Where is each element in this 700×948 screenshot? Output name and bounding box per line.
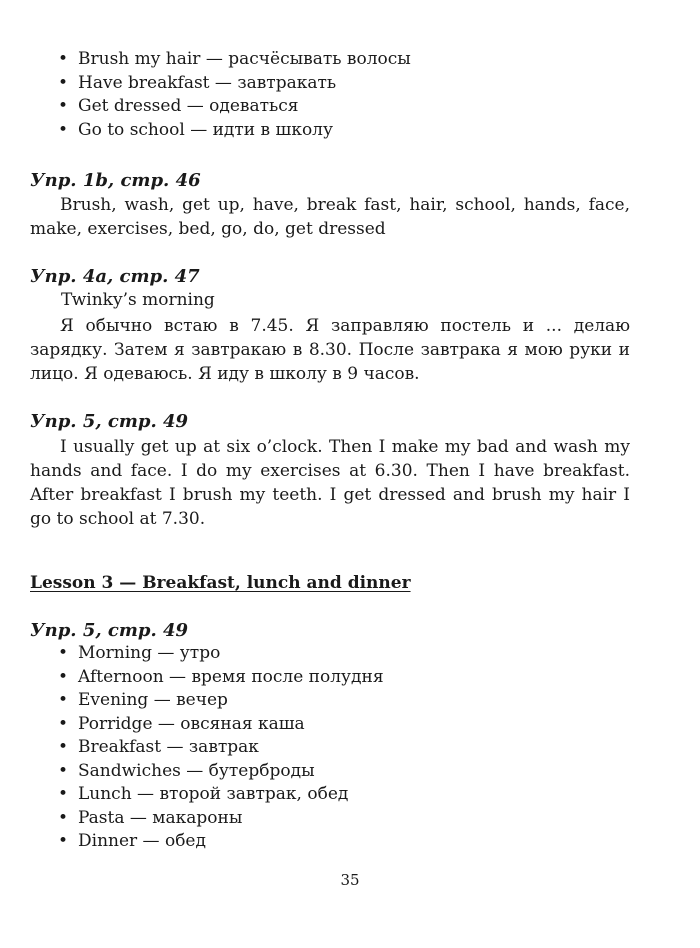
exercise-subtitle-4a: Twinky’s morning xyxy=(61,290,215,310)
exercise-heading-5-lesson3: Упр. 5, стр. 49 xyxy=(30,620,189,641)
list-item: • Afternoon — время после полудня xyxy=(56,666,384,690)
vocabulary-list-lesson3 xyxy=(56,642,384,854)
list-item: • Get dressed — одеваться xyxy=(56,95,411,119)
list-item: • Sandwiches — бутерброды xyxy=(56,760,384,784)
lesson-title: Lesson 3 — Breakfast, lunch and dinner xyxy=(30,573,411,593)
list-item: • Breakfast — завтрак xyxy=(56,736,384,760)
exercise-text-5: I usually get up at six o’clock. Then I make my bad and wash my hands and face. I do my exercises at 6.30. Then I have breakfast. After breakfast I brush my teeth. I get dressed and brush my hair I go to school at 7.30. xyxy=(30,437,630,529)
page-number: 35 xyxy=(340,871,360,889)
exercise-heading-1b: Упр. 1b, стр. 46 xyxy=(30,170,201,191)
list-item: • Go to school — идти в школу xyxy=(56,119,411,143)
list-item: • Have breakfast — завтракать xyxy=(56,72,411,96)
list-item: • Evening — вечер xyxy=(56,689,384,713)
exercise-heading-5: Упр. 5, стр. 49 xyxy=(30,411,189,432)
vocabulary-list-top xyxy=(56,48,411,142)
exercise-heading-4a: Упр. 4а, стр. 47 xyxy=(30,266,200,287)
exercise-text-4a: Я обычно встаю в 7.45. Я заправляю постель и ... делаю зарядку. Затем я завтракаю в 8.30. После завтрака я мою руки и лицо. Я одеваюсь. Я иду в школу в 9 часов. xyxy=(30,316,630,384)
list-item: • Dinner — обед xyxy=(56,830,384,854)
list-item: • Pasta — макароны xyxy=(56,807,384,831)
exercise-text-1b: Brush, wash, get up, have, break fast, hair, school, hands, face, make, exercises, bed, go, do, get dressed xyxy=(30,195,630,239)
list-item: • Morning — утро xyxy=(56,642,384,666)
list-item: • Brush my hair — расчёсывать волосы xyxy=(56,48,411,72)
list-item: • Lunch — второй завтрак, обед xyxy=(56,783,384,807)
list-item: • Porridge — овсяная каша xyxy=(56,713,384,737)
